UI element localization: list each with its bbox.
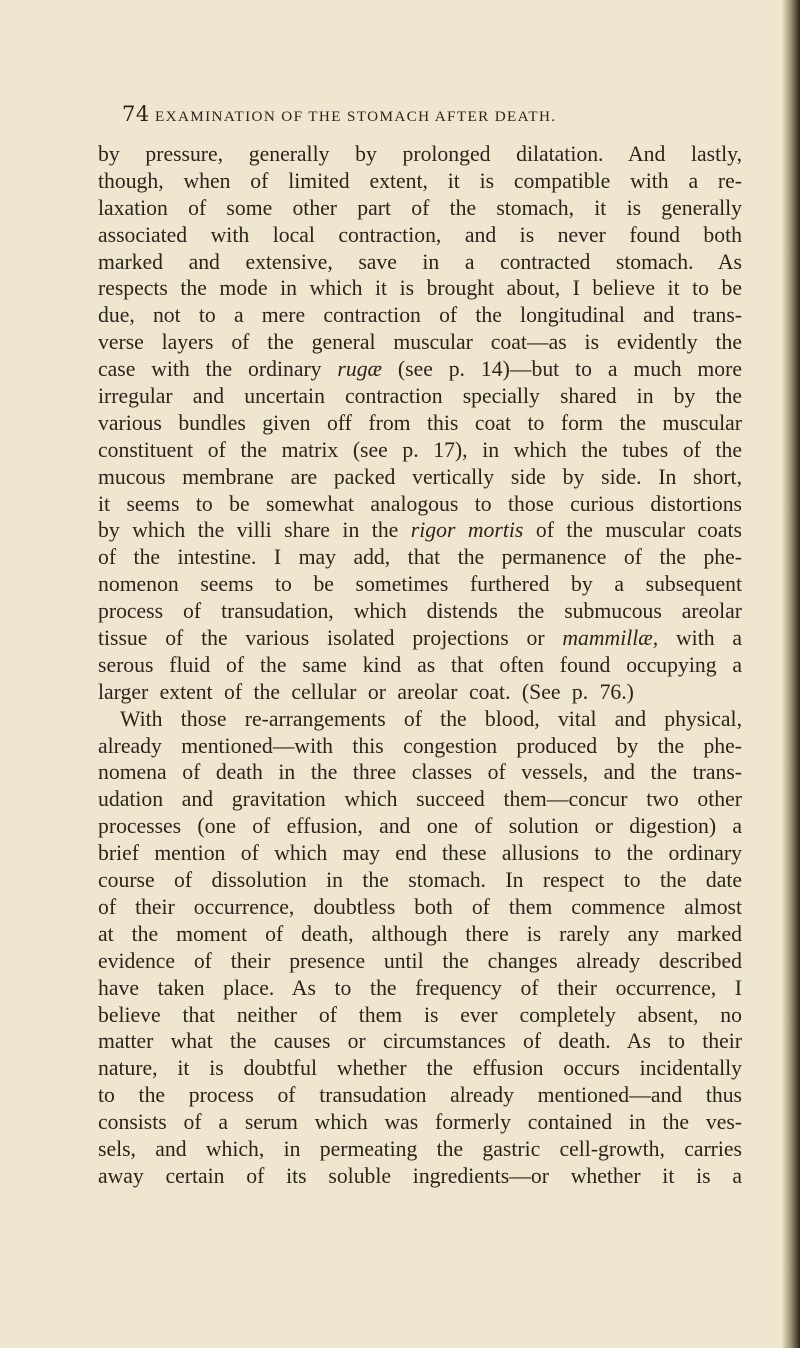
italic-term: rugæ xyxy=(337,357,383,382)
text-line: to the process of transudation already mentioned—and thus xyxy=(98,1083,742,1108)
page-number: 74 xyxy=(122,102,150,126)
text-line xyxy=(98,356,742,383)
text-line: consists of a serum which was formerly contained in the ves- xyxy=(98,1110,742,1135)
page-header xyxy=(122,102,742,134)
text-line: brief mention of which may end these allusions to the ordinary xyxy=(98,841,742,866)
text-line: believe that neither of them is ever completely absent, no xyxy=(98,1002,742,1027)
text-line: With those re-arrangements of the blood, vital and physical, xyxy=(120,706,742,731)
italic-term: rigor mortis xyxy=(410,518,524,543)
text-line: matter what the causes or circumstances of death. As to their xyxy=(98,1029,742,1054)
text-line: associated with local contraction, and is never found both xyxy=(98,222,742,247)
text-line: sels, and which, in permeating the gastric cell-growth, carries xyxy=(98,1136,742,1161)
text-line: course of dissolution in the stomach. In respect to the date xyxy=(98,868,742,893)
text-segment: case with the ordinary xyxy=(98,357,338,382)
text-line: nature, it is doubtful whether the effusion occurs incidentally xyxy=(98,1056,742,1081)
text-segment: by which the villi share in the xyxy=(98,518,411,543)
text-line xyxy=(98,517,742,544)
text-line: respects the mode in which it is brought about, I believe it to be xyxy=(98,276,742,301)
italic-term: mammillæ, xyxy=(562,626,659,651)
text-line: processes (one of effusion, and one of solution or digestion) a xyxy=(98,814,742,839)
text-line: verse layers of the general muscular coat—as is evidently the xyxy=(98,330,742,355)
body-text xyxy=(98,141,742,1190)
book-spine-shadow xyxy=(782,0,800,1348)
text-line: constituent of the matrix (see p. 17), in which the tubes of the xyxy=(98,437,742,462)
text-line: due, not to a mere contraction of the longitudinal and trans- xyxy=(98,303,742,328)
text-line: it seems to be somewhat analogous to those curious distortions xyxy=(98,491,742,516)
text-line: by pressure, generally by prolonged dilatation. And lastly, xyxy=(98,142,742,166)
text-line: laxation of some other part of the stomach, it is generally xyxy=(98,195,742,220)
text-line: serous fluid of the same kind as that often found occupying a xyxy=(98,652,742,677)
text-line: have taken place. As to the frequency of their occurrence, I xyxy=(98,975,742,1000)
text-line: evidence of their presence until the changes already described xyxy=(98,948,742,973)
text-line: larger extent of the cellular or areolar coat. (See p. 76.) xyxy=(98,679,634,704)
text-line: irregular and uncertain contraction specially shared in by the xyxy=(98,384,742,409)
running-head: EXAMINATION OF THE STOMACH AFTER DEATH. xyxy=(155,108,557,125)
text-line: mucous membrane are packed vertically side by side. In short, xyxy=(98,464,742,489)
text-line: already mentioned—with this congestion produced by the phe- xyxy=(98,733,742,758)
text-line: process of transudation, which distends the submucous areolar xyxy=(98,599,742,624)
text-line xyxy=(98,625,742,652)
text-segment: (see p. 14)—but to a much more xyxy=(382,357,742,382)
text-line: marked and extensive, save in a contracted stomach. As xyxy=(98,249,742,274)
text-line: of their occurrence, doubtless both of them commence almost xyxy=(98,894,742,919)
text-line: various bundles given off from this coat to form the muscular xyxy=(98,410,742,435)
text-line: at the moment of death, although there is rarely any marked xyxy=(98,921,742,946)
text-segment: of the muscular coats xyxy=(523,518,742,543)
text-segment: with a xyxy=(658,626,742,651)
text-line: nomena of death in the three classes of vessels, and the trans- xyxy=(98,760,742,785)
text-line: of the intestine. I may add, that the permanence of the phe- xyxy=(98,545,742,570)
text-segment: tissue of the various isolated projections or xyxy=(98,626,563,651)
text-line: though, when of limited extent, it is compatible with a re- xyxy=(98,168,742,193)
text-line: away certain of its soluble ingredients—or whether it is a xyxy=(98,1163,742,1188)
text-line: udation and gravitation which succeed them—concur two other xyxy=(98,787,742,812)
text-line: nomenon seems to be sometimes furthered by a subsequent xyxy=(98,572,742,597)
